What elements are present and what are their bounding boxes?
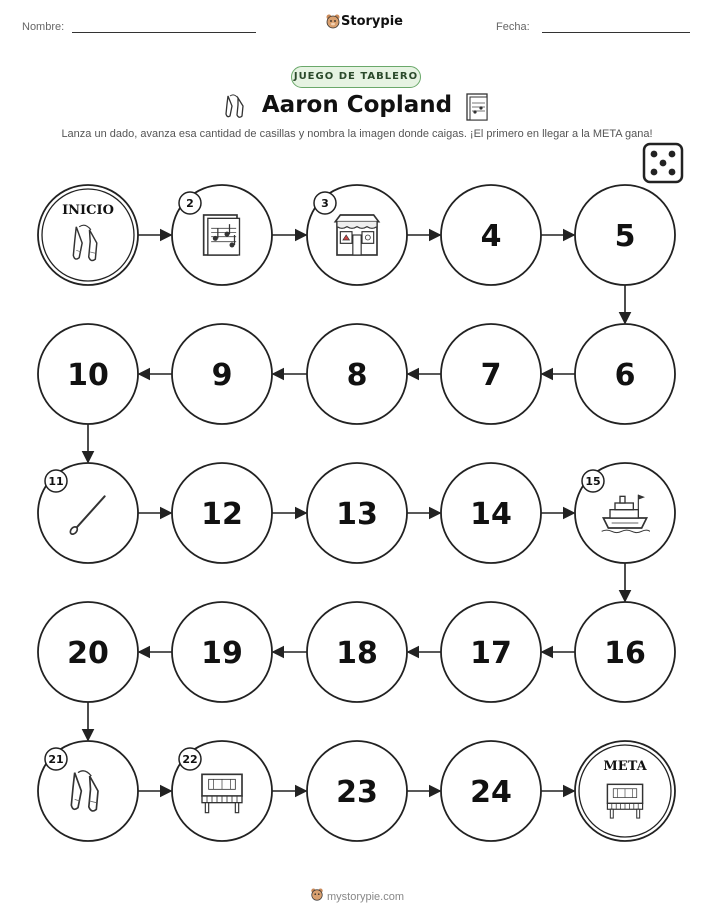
cell-number: 14	[470, 497, 512, 532]
cell-number-badge: 11	[48, 475, 64, 488]
board-cell-7[interactable]	[441, 324, 541, 424]
cell-number-badge: 21	[48, 753, 64, 766]
board-cell-14[interactable]	[441, 463, 541, 563]
board-cell-6[interactable]	[575, 324, 675, 424]
music-shop-icon	[335, 215, 378, 255]
cell-number: 24	[470, 775, 512, 810]
bear-logo-icon	[310, 888, 324, 902]
cell-number: 7	[480, 358, 502, 393]
music-book-icon	[204, 215, 240, 255]
instructions: Lanza un dado, avanza esa cantidad de casillas y nombra la imagen donde caigas. ¡El primero en llegar a la META gana!	[61, 128, 653, 140]
board-cell-12[interactable]	[172, 463, 272, 563]
cell-number: 5	[614, 219, 636, 254]
cell-number: 19	[201, 636, 243, 671]
cell-number-badge: 22	[182, 753, 198, 766]
board-cell-1[interactable]	[38, 185, 138, 285]
board-cell-9[interactable]	[172, 324, 272, 424]
cell-number: 16	[604, 636, 646, 671]
date-label: Fecha:	[496, 21, 530, 33]
cell-number: 20	[67, 636, 109, 671]
board-cell-18[interactable]	[307, 602, 407, 702]
footer	[0, 888, 714, 903]
cell-number-badge: 15	[585, 475, 601, 488]
board-cell-22[interactable]	[172, 741, 272, 841]
board-cell-13[interactable]	[307, 463, 407, 563]
board-cell-3[interactable]	[307, 185, 407, 285]
board-cell-19[interactable]	[172, 602, 272, 702]
board-cell-8[interactable]	[307, 324, 407, 424]
board-cell-15[interactable]	[575, 463, 675, 563]
footer-url: mystorypie.com	[326, 891, 405, 903]
board-cell-16[interactable]	[575, 602, 675, 702]
cell-label: META	[603, 759, 647, 774]
cell-number: 13	[336, 497, 378, 532]
board-cell-2[interactable]	[172, 185, 272, 285]
cell-number: 23	[336, 775, 378, 810]
page-title: Aaron Copland	[261, 92, 453, 118]
cell-number: 12	[201, 497, 243, 532]
board-cell-20[interactable]	[38, 602, 138, 702]
board-cell-10[interactable]	[38, 324, 138, 424]
cell-label: INICIO	[62, 203, 114, 218]
cell-number: 4	[480, 219, 502, 254]
brand-name: Storypie	[341, 14, 403, 29]
cell-number: 6	[614, 358, 636, 393]
cell-number: 9	[211, 358, 233, 393]
cell-number: 17	[470, 636, 512, 671]
cell-number-badge: 3	[321, 197, 329, 210]
cell-number: 8	[346, 358, 368, 393]
board-cell-25[interactable]	[575, 741, 675, 841]
board-cell-4[interactable]	[441, 185, 541, 285]
cell-number-badge: 2	[186, 197, 194, 210]
board-cell-11[interactable]	[38, 463, 138, 563]
name-label: Nombre:	[22, 21, 65, 33]
cell-number: 18	[336, 636, 378, 671]
board-cell-23[interactable]	[307, 741, 407, 841]
board-cell-24[interactable]	[441, 741, 541, 841]
game-type-badge: JUEGO DE TABLERO	[291, 66, 421, 88]
cell-number: 10	[67, 358, 109, 393]
board-cell-21[interactable]	[38, 741, 138, 841]
board-cell-5[interactable]	[575, 185, 675, 285]
board-cell-17[interactable]	[441, 602, 541, 702]
